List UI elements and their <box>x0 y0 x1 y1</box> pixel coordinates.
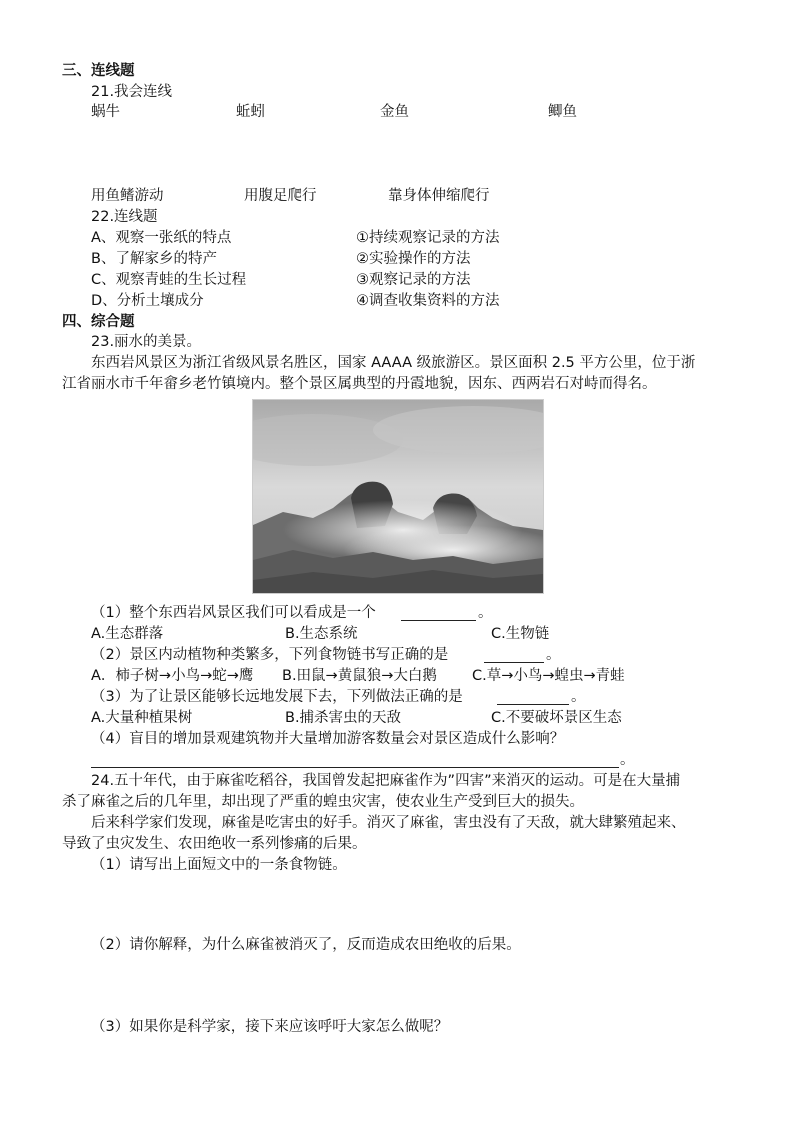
q24-sub1: （1）请写出上面短文中的一条食物链。 <box>91 857 347 873</box>
q24-paragraph: 后来科学家们发现，麻雀是吃害虫的好手。消灭了麻雀，害虫没有了天敌，就大肆繁殖起来、 <box>91 815 686 831</box>
q23-sub2-option: A．柿子树→小鸟→蛇→鹰 <box>91 668 254 684</box>
q23-sub1-option: B.生态系统 <box>285 626 358 642</box>
q21-method: 靠身体伸缩爬行 <box>388 188 490 204</box>
section-4-title: 四、综合题 <box>62 314 135 330</box>
q22-right-item: ③观察记录的方法 <box>356 272 471 288</box>
q23-prompt: 23.丽水的美景。 <box>91 334 202 350</box>
q22-left-item: C、观察青蛙的生长过程 <box>91 272 247 288</box>
q23-sub4-question: （4）盲目的增加景观建筑物并大量增加游客数量会对景区造成什么影响？ <box>91 731 565 747</box>
q23-sub3-question: （3）为了让景区能够长远地发展下去，下列做法正确的是 <box>91 689 463 705</box>
q21-animal: 蚯蚓 <box>236 104 265 120</box>
q23-sub1-option: C.生物链 <box>491 626 550 642</box>
q21-method: 用腹足爬行 <box>244 188 317 204</box>
q23-sub2-option: C.草→小鸟→蝗虫→青蛙 <box>472 668 625 684</box>
q22-right-item: ①持续观察记录的方法 <box>356 230 500 246</box>
q24-paragraph: 杀了麻雀之后的几年里，却出现了严重的蝗虫灾害，使农业生产受到巨大的损失。 <box>62 794 584 810</box>
q21-animal: 蜗牛 <box>91 104 120 120</box>
q23-paragraph: 江省丽水市千年畲乡老竹镇境内。整个景区属典型的丹霞地貌，因东、西两岩石对峙而得名。 <box>62 376 657 392</box>
q23-sub3-option: B.捕杀害虫的天敌 <box>285 710 402 726</box>
q23-sub1-option: A.生态群落 <box>91 626 164 642</box>
answer-blank[interactable] <box>497 704 569 705</box>
q23-sub3-option: A.大量种植果树 <box>91 710 193 726</box>
q23-sub2-option: B.田鼠→黄鼠狼→大白鹅 <box>282 668 437 684</box>
q24-sub2: （2）请你解释，为什么麻雀被消灭了，反而造成农田绝收的后果。 <box>91 937 521 953</box>
q22-right-item: ④调查收集资料的方法 <box>356 293 500 309</box>
q24-paragraph: 24.五十年代，由于麻雀吃稻谷，我国曾发起把麻雀作为”四害”来消灭的运动。可是在大量捕 <box>91 773 681 789</box>
answer-blank[interactable] <box>484 662 544 663</box>
q22-left-item: B、了解家乡的特产 <box>91 251 217 267</box>
q23-sub2-end: 。 <box>546 647 561 663</box>
answer-blank[interactable] <box>401 620 476 621</box>
q24-sub3: （3）如果你是科学家，接下来应该呼吁大家怎么做呢？ <box>91 1019 449 1035</box>
q22-left-item: D、分析土壤成分 <box>91 293 204 309</box>
q22-right-item: ②实验操作的方法 <box>356 251 471 267</box>
answer-line[interactable] <box>91 767 619 768</box>
q23-sub1-end: 。 <box>478 605 493 621</box>
q23-sub1-question: （1）整个东西岩风景区我们可以看成是一个 <box>91 605 376 621</box>
q21-animal: 金鱼 <box>380 104 409 120</box>
section-3-title: 三、连线题 <box>62 63 135 79</box>
q22-left-item: A、观察一张纸的特点 <box>91 230 232 246</box>
scenic-photo <box>252 399 544 594</box>
q24-paragraph: 导致了虫灾发生、农田绝收一系列惨痛的后果。 <box>62 836 367 852</box>
q21-prompt: 21.我会连线 <box>91 84 173 100</box>
q23-sub3-option: C.不要破坏景区生态 <box>491 710 622 726</box>
q21-method: 用鱼鳍游动 <box>91 188 164 204</box>
q23-paragraph: 东西岩风景区为浙江省级风景名胜区，国家 AAAA 级旅游区。景区面积 2.5 平方公里，位于浙 <box>91 355 696 371</box>
q23-sub3-end: 。 <box>571 689 586 705</box>
q23-sub2-question: （2）景区内动植物种类繁多，下列食物链书写正确的是 <box>91 647 449 663</box>
q22-prompt: 22.连线题 <box>91 209 158 225</box>
q21-animal: 鲫鱼 <box>548 104 577 120</box>
q23-sub4-end: 。 <box>620 752 635 768</box>
